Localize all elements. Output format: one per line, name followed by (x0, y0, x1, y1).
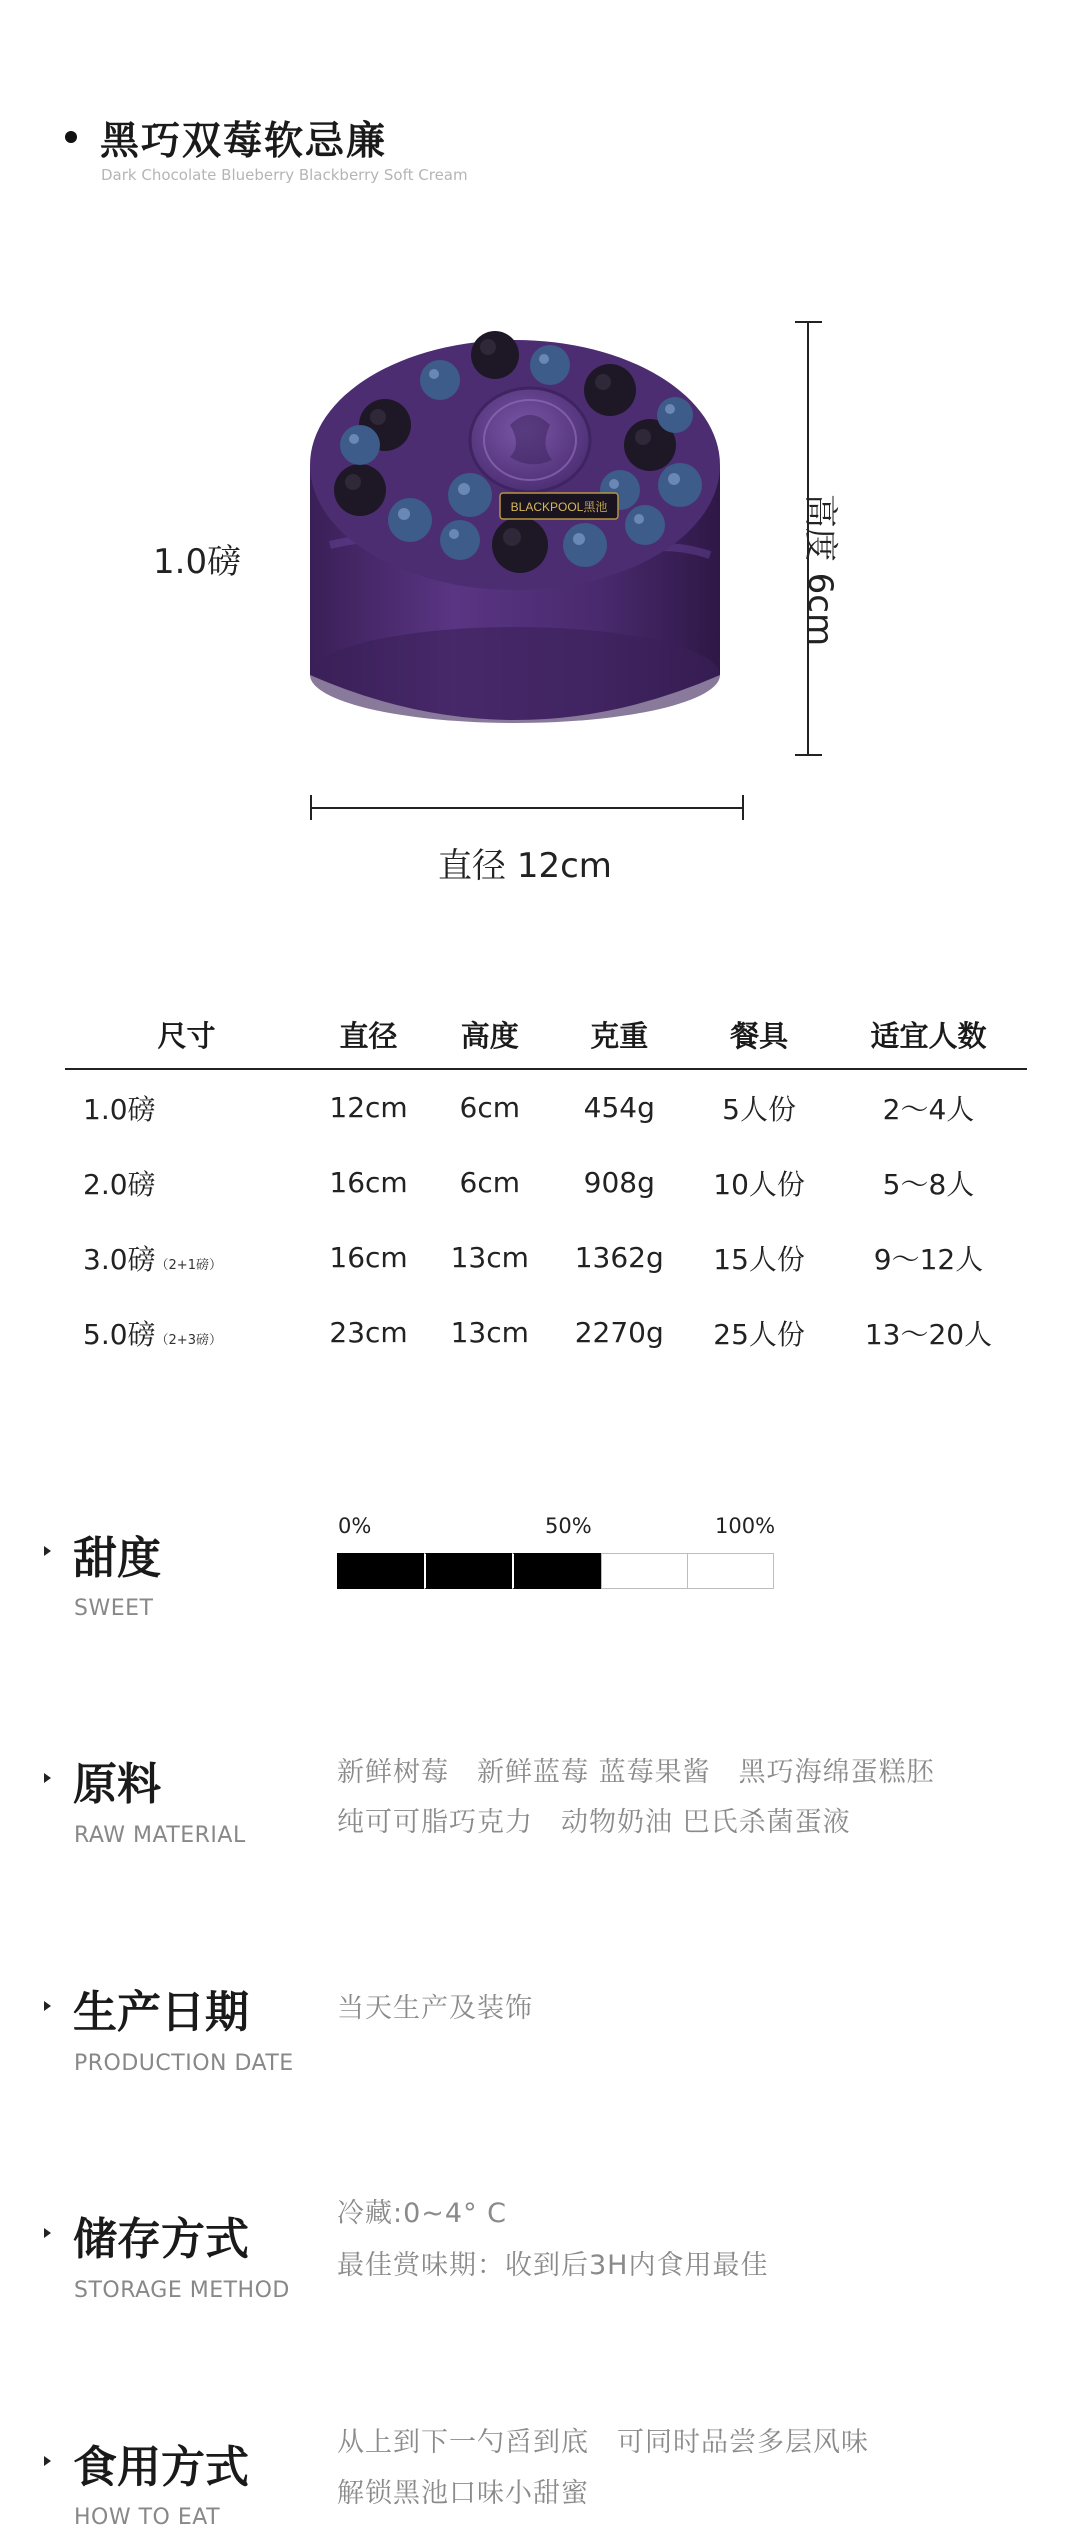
storage-title: 储存方式 (73, 2214, 249, 2265)
cell-size: 1.0磅 (83, 1092, 156, 1126)
svg-text:BLACKPOOL黑池: BLACKPOOL黑池 (510, 500, 608, 514)
cell-cutlery: 5人份 (722, 1092, 796, 1126)
cell-height: 6cm (459, 1091, 520, 1124)
cell-weight: 1362g (574, 1241, 664, 1274)
header-size: 尺寸 (65, 1000, 308, 1069)
cell-diameter: 12cm (329, 1091, 408, 1124)
eat-title: 食用方式 (73, 2442, 249, 2493)
arrow-icon (44, 1546, 51, 1556)
dimension-guides (0, 0, 1080, 900)
arrow-icon (44, 2228, 51, 2238)
cell-cutlery: 10人份 (713, 1167, 805, 1201)
cell-size: 5.0磅（2+3磅） (83, 1317, 222, 1351)
diameter-label: 直径 12cm (438, 846, 612, 886)
cell-people: 13～20人 (864, 1317, 993, 1351)
production-title: 生产日期 (73, 1987, 249, 2038)
table-row (65, 1220, 1027, 1295)
cell-height: 6cm (459, 1166, 520, 1199)
cell-weight: 908g (583, 1166, 655, 1199)
arrow-icon (44, 1773, 51, 1783)
spec-table (65, 1000, 1027, 1370)
eat-line-2: 解锁黑池口味小甜蜜 (337, 2478, 589, 2509)
material-title: 原料 (73, 1759, 161, 1810)
sweet-label-0: 0% (338, 1514, 372, 1538)
cell-people: 2～4人 (882, 1092, 975, 1126)
cell-diameter: 16cm (329, 1166, 408, 1199)
header-people: 适宜人数 (830, 1000, 1027, 1069)
sweet-title: 甜度 (73, 1533, 161, 1584)
header-height: 高度 (429, 1000, 550, 1069)
table-row (65, 1145, 1027, 1220)
cell-weight: 2270g (574, 1316, 664, 1349)
sweetness-segment (688, 1553, 774, 1589)
sweetness-segment (601, 1553, 688, 1589)
arrow-icon (44, 2001, 51, 2011)
storage-line-1: 冷藏:0~4° C (337, 2198, 508, 2229)
size-note: （2+3磅） (155, 1332, 222, 1348)
eat-line-1: 从上到下一勺舀到底 可同时品尝多层风味 (337, 2427, 869, 2458)
weight-label: 1.0磅 (153, 542, 242, 582)
cell-people: 9～12人 (873, 1242, 984, 1276)
material-subtitle: RAW MATERIAL (74, 1823, 246, 1848)
height-label: 高度 6cm (800, 493, 840, 647)
production-line-1: 当天生产及装饰 (337, 1993, 533, 2024)
product-title: 黑巧双莓软忌廉 (100, 119, 388, 164)
table-row (65, 1295, 1027, 1370)
cell-cutlery: 15人份 (713, 1242, 805, 1276)
cell-people: 5～8人 (882, 1167, 975, 1201)
sweetness-segment (337, 1553, 424, 1589)
table-row (65, 1069, 1027, 1145)
sweetness-segment (512, 1553, 600, 1589)
sweet-label-50: 50% (545, 1514, 592, 1538)
header-cutlery: 餐具 (688, 1000, 830, 1069)
cell-height: 13cm (450, 1241, 529, 1274)
eat-subtitle: HOW TO EAT (74, 2505, 221, 2530)
cell-diameter: 16cm (329, 1241, 408, 1274)
sweet-label-100: 100% (715, 1514, 776, 1538)
storage-line-2: 最佳赏味期：收到后3H内食用最佳 (337, 2250, 769, 2281)
cell-diameter: 23cm (329, 1316, 408, 1349)
cell-height: 13cm (450, 1316, 529, 1349)
cell-cutlery: 25人份 (713, 1317, 805, 1351)
table-header-row (65, 1000, 1027, 1069)
product-subtitle: Dark Chocolate Blueberry Blackberry Soft Cream (101, 166, 468, 184)
cell-weight: 454g (583, 1091, 655, 1124)
cell-size: 2.0磅 (83, 1167, 156, 1201)
production-subtitle: PRODUCTION DATE (74, 2051, 294, 2076)
arrow-icon (44, 2456, 51, 2466)
storage-subtitle: STORAGE METHOD (74, 2278, 290, 2303)
material-line-2: 纯可可脂巧克力 动物奶油 巴氏杀菌蛋液 (337, 1807, 851, 1838)
sweet-subtitle: SWEET (74, 1596, 154, 1621)
cell-size: 3.0磅（2+1磅） (83, 1242, 222, 1276)
size-note: （2+1磅） (155, 1257, 222, 1273)
header-diameter: 直径 (308, 1000, 429, 1069)
header-weight: 克重 (550, 1000, 688, 1069)
sweetness-segment (424, 1553, 512, 1589)
material-line-1: 新鲜树莓 新鲜蓝莓 蓝莓果酱 黑巧海绵蛋糕胚 (337, 1757, 935, 1788)
sweetness-bar (337, 1553, 774, 1589)
